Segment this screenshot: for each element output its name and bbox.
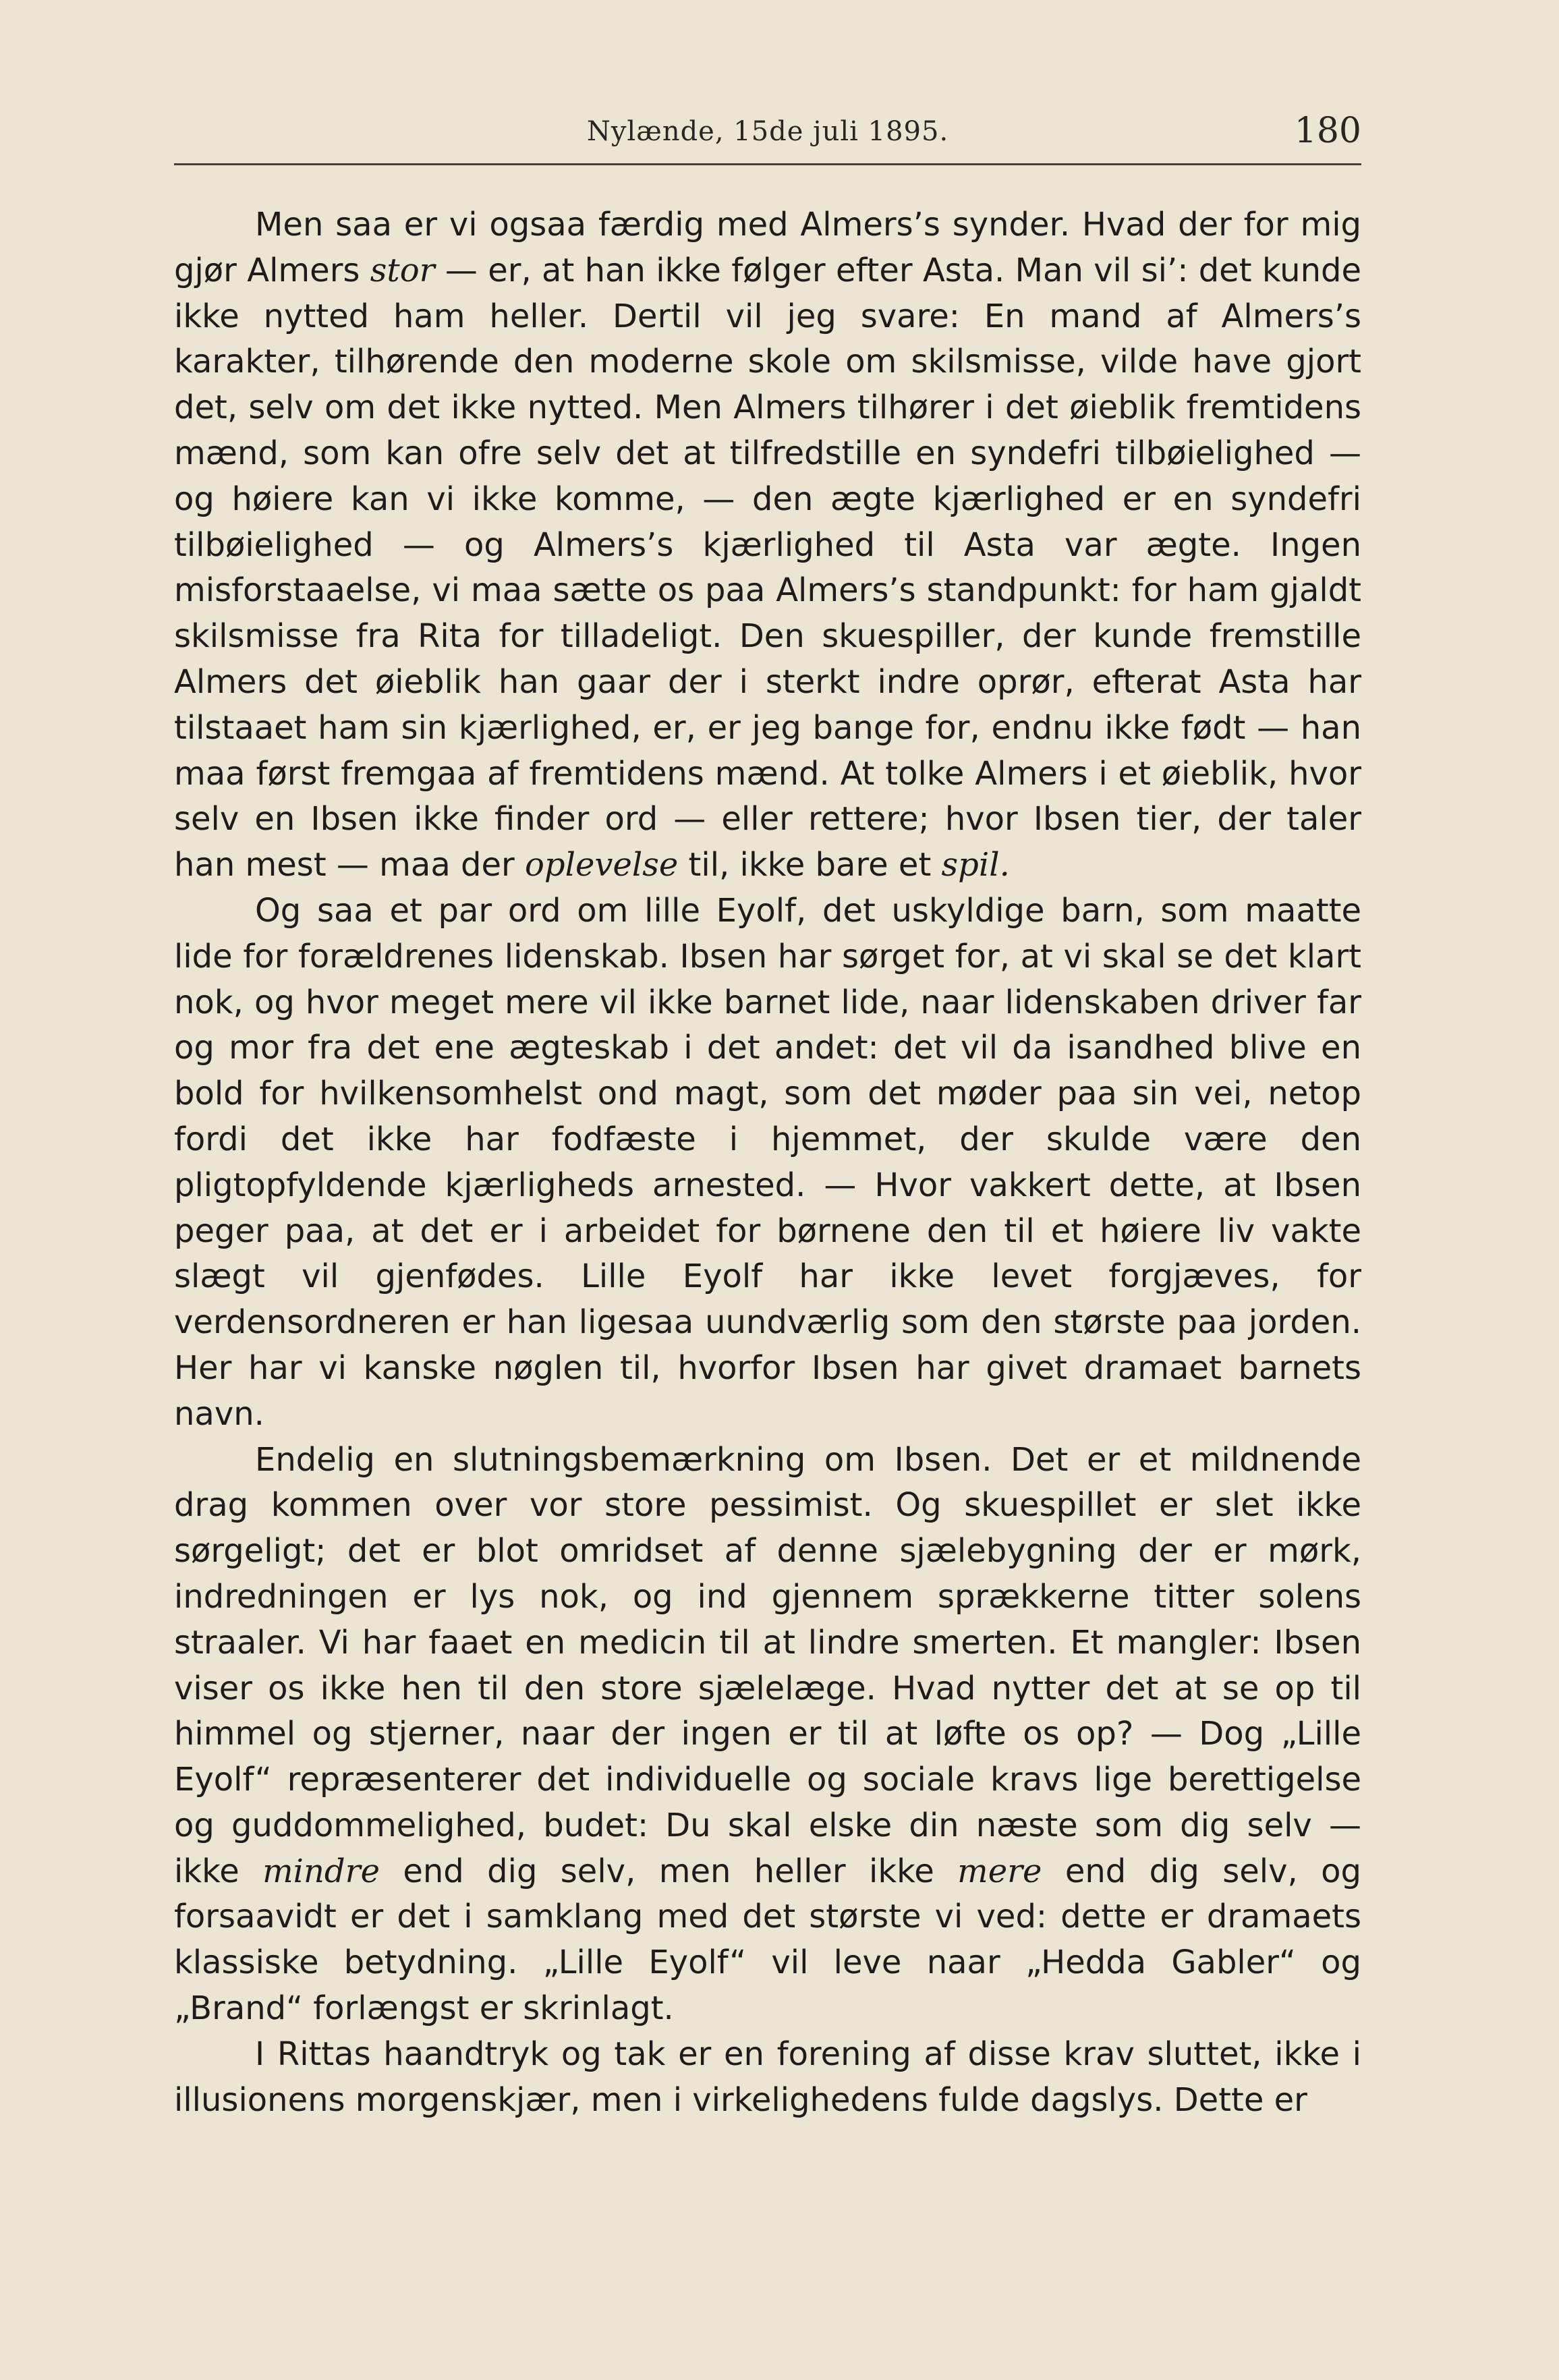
paragraph <box>174 1438 1361 2032</box>
emphasis: stor <box>370 251 435 289</box>
paragraph <box>174 202 1361 888</box>
text-segment: I Rittas haandtryk og tak er en forening af disse krav sluttet, ikke i illusionens morgenskjær, men i virkelighedens fulde dagslys. Dette er <box>174 2035 1361 2119</box>
running-head: Nylænde, 15de juli 1895. <box>586 116 949 147</box>
page-header <box>174 108 1361 155</box>
text-segment: til, ikke bare et <box>678 846 942 884</box>
emphasis: mere <box>957 1852 1042 1890</box>
text-segment: end dig selv, og forsaavidt er det i samklang med det største vi ved: dette er dramaets klassiske betydning. „Lille Eyolf“ vil leve naar „Hedda Gabler“ og „Brand“ forlængst er skrinlagt. <box>174 1852 1362 2028</box>
text-segment: Og saa et par ord om lille Eyolf, det uskyldige barn, som maatte lide for forældrenes lidenskab. Ibsen har sørget for, at vi skal se det klart nok, og hvor meget mere vil ikke barnet lide, naar lidenskaben driver far og mor fra det ene ægteskab i det andet: det vil da isandhed blive en bold for hvilkensomhelst ond magt, som det møder paa sin vei, netop fordi det ikke har fodfæste i hjemmet, der skulde være den pligtopfyldende kjærligheds arnested. — Hvor vakkert dette, at Ibsen peger paa, at det er i arbeidet for børnene den til et høiere liv vakte slægt vil gjenfødes. Lille Eyolf har ikke levet forgjæves, for verdensordneren er han ligesaa uundværlig som den største paa jorden. Her har vi kanske nøglen til, hvorfor Ibsen har givet dramaet barnets navn. <box>174 891 1361 1433</box>
emphasis: mindre <box>262 1852 380 1890</box>
text-segment: end dig selv, men heller ikke <box>379 1852 958 1890</box>
body-text <box>174 202 1361 2123</box>
text-segment: Endelig en slutningsbemærkning om Ibsen. Det er et mildnende drag kommen over vor store pessimist. Og skuespillet er slet ikke sørgeligt; det er blot omridset af denne sjælebygning der er mørk, indredningen er lys nok, og ind gjennem sprækkerne titter solens straaler. Vi har faaet en medicin til at lindre smerten. Et mangler: Ibsen viser os ikke hen til den store sjælelæge. Hvad nytter det at se op til himmel og stjerner, naar der ingen er til at løfte os op? — Dog „Lille Eyolf“ repræsenterer det individuelle og sociale kravs lige berettigelse og guddommelighed, budet: Du skal elske din næste som dig selv — ikke <box>174 1440 1361 1890</box>
emphasis: spil. <box>941 846 1010 884</box>
paragraph <box>174 888 1361 1438</box>
text-segment: Men saa er vi ogsaa færdig med Almers’s synder. Hvad der for mig gjør Almers <box>174 206 1361 289</box>
header-rule <box>174 163 1361 165</box>
text-segment: — er, at han ikke følger efter Asta. Man vil si’: det kunde ikke nytted ham heller. Dertil vil jeg svare: En mand af Almers’s karakter, tilhørende den moderne skole om skilsmisse, vilde have gjort det, selv om det ikke nytted. Men Almers tilhører i det øieblik fremtidens mænd, som kan ofre selv det at tilfredstille en syndefri tilbøielighed — og høiere kan vi ikke komme, — den ægte kjærlighed er en syndefri tilbøielighed — og Almers’s kjærlighed til Asta var ægte. Ingen misforstaaelse, vi maa sætte os paa Almers’s standpunkt: for ham gjaldt skilsmisse fra Rita for tilladeligt. Den skuespiller, der kunde fremstille Almers det øieblik han gaar der i sterkt indre oprør, efterat Asta har tilstaaet ham sin kjærlighed, er, er jeg bange for, endnu ikke født — han maa først fremgaa af fremtidens mænd. At tolke Almers i et øieblik, hvor selv en Ibsen ikke finder ord — eller rettere; hvor Ibsen tier, der taler han mest — maa der <box>174 251 1362 884</box>
paragraph <box>174 2032 1361 2124</box>
emphasis: oplevelse <box>524 846 679 884</box>
page-number: 180 <box>1294 111 1361 151</box>
